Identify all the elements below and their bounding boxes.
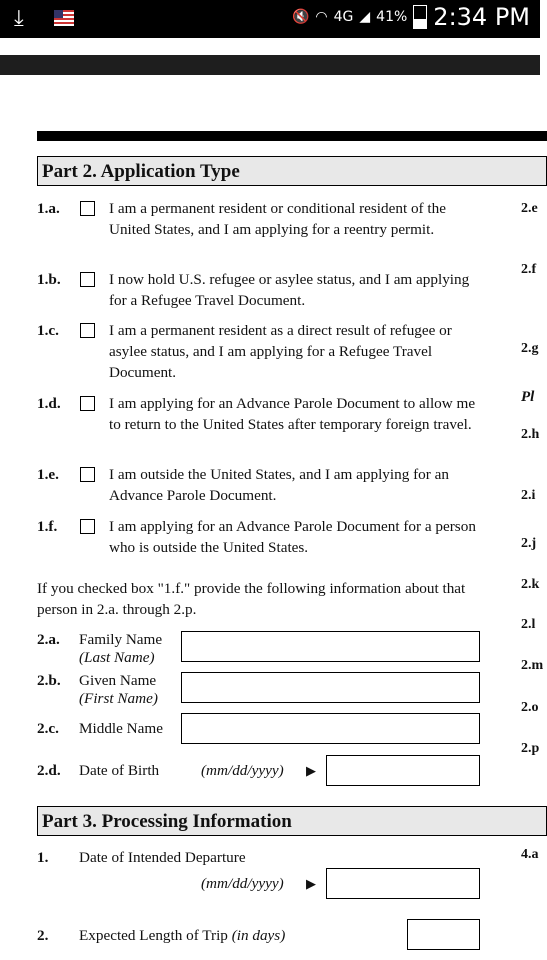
flag-icon bbox=[54, 10, 74, 26]
right-col-label: 2.p bbox=[521, 741, 540, 756]
app-toolbar bbox=[0, 55, 540, 75]
checkbox-1d[interactable] bbox=[80, 396, 95, 411]
date-of-birth-input[interactable] bbox=[326, 755, 480, 786]
battery-percent: 41% bbox=[376, 9, 408, 25]
right-col-label: 2.m bbox=[521, 658, 544, 673]
right-col-label: 4.a bbox=[521, 847, 539, 862]
right-col-label: 2.i bbox=[521, 488, 536, 503]
wifi-icon: ◠ bbox=[315, 9, 328, 25]
status-bar bbox=[0, 0, 540, 38]
signal-icon: ◢ bbox=[359, 9, 371, 25]
mute-icon: 🔇 bbox=[291, 9, 310, 25]
divider bbox=[37, 131, 547, 141]
checkbox-1e[interactable] bbox=[80, 467, 95, 482]
right-col-label: 2.e bbox=[521, 201, 538, 216]
given-name-input[interactable] bbox=[181, 672, 480, 703]
arrow-right-icon: ▶ bbox=[306, 876, 316, 891]
network-type: 4G bbox=[333, 9, 354, 25]
clock: 2:34 PM bbox=[433, 3, 530, 31]
arrow-right-icon: ▶ bbox=[306, 763, 316, 778]
right-col-label: 2.g bbox=[521, 341, 539, 356]
trip-length-label: Expected Length of Trip (in days) bbox=[79, 927, 286, 944]
family-name-input[interactable] bbox=[181, 631, 480, 662]
checkbox-1f[interactable] bbox=[80, 519, 95, 534]
part3-header: Part 3. Processing Information bbox=[37, 806, 547, 836]
departure-date-input[interactable] bbox=[326, 868, 480, 899]
checkbox-1c[interactable] bbox=[80, 323, 95, 338]
battery-icon bbox=[413, 5, 427, 29]
download-icon: ⤓ bbox=[14, 6, 24, 31]
middle-name-input[interactable] bbox=[181, 713, 480, 744]
right-col-label: 2.k bbox=[521, 577, 540, 592]
right-col-label: 2.f bbox=[521, 262, 537, 277]
right-col-label: 2.l bbox=[521, 617, 536, 632]
instruction-text: If you checked box "1.f." provide the following information about that person in 2.a. through 2.p. bbox=[37, 580, 466, 618]
checkbox-1a[interactable] bbox=[80, 201, 95, 216]
right-col-label: 2.j bbox=[521, 536, 537, 551]
right-col-label: 2.h bbox=[521, 427, 540, 442]
right-col-label: 2.o bbox=[521, 700, 539, 715]
checkbox-1b[interactable] bbox=[80, 272, 95, 287]
right-col-label: Pl bbox=[521, 389, 535, 405]
trip-length-input[interactable] bbox=[407, 919, 480, 950]
part2-header: Part 2. Application Type bbox=[37, 156, 547, 186]
